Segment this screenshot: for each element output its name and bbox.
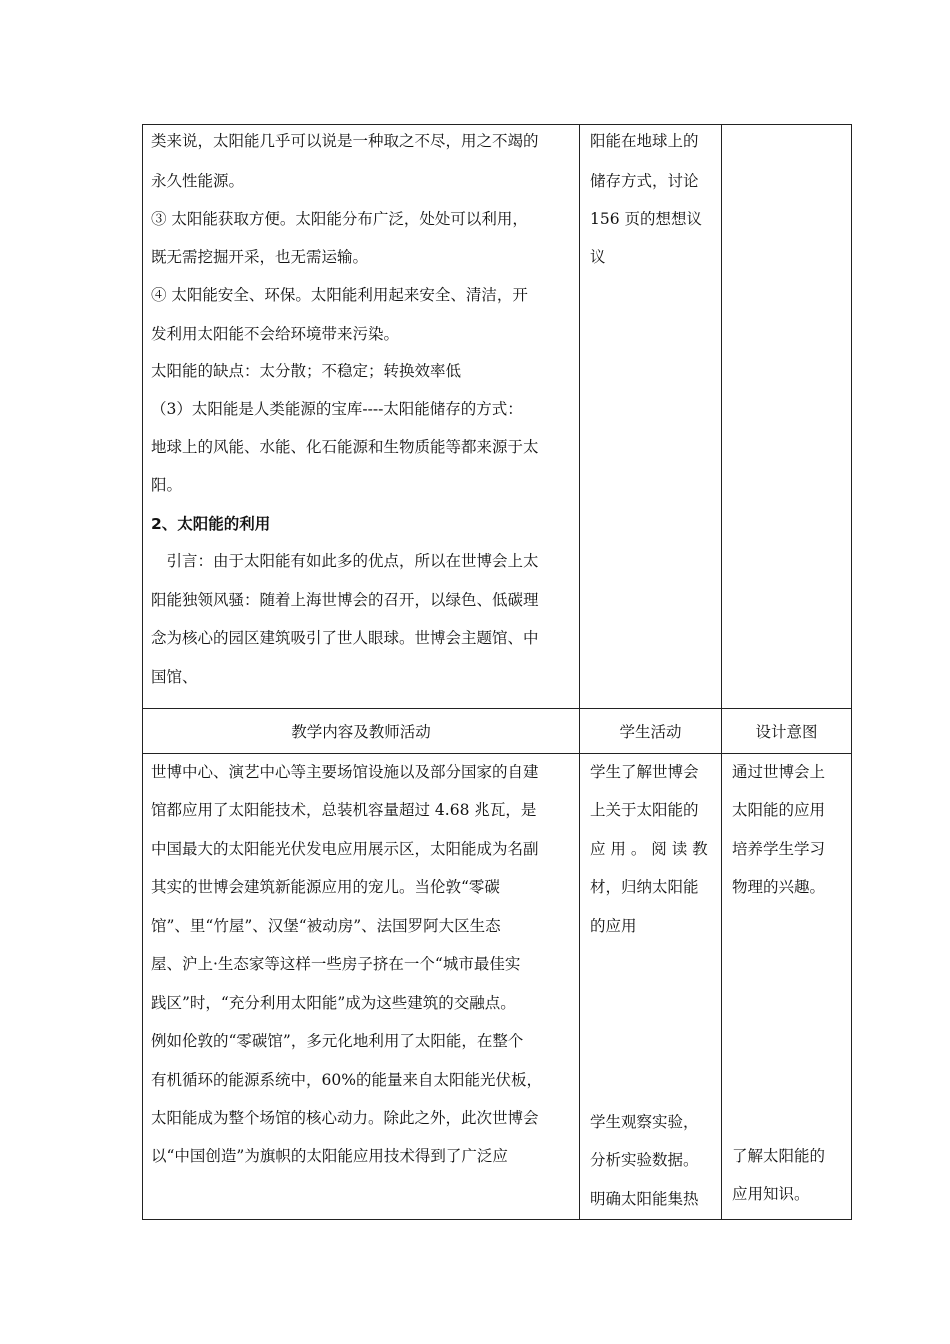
text-line: 阳能独领风骚：随着上海世博会的召开，以绿色、低碳理 bbox=[151, 591, 539, 609]
text-line: 应 用 。 阅 读 教 bbox=[590, 840, 708, 858]
text-line: （3）太阳能是人类能源的宝库----太阳能储存的方式： bbox=[151, 400, 523, 418]
student-activity-cell bbox=[580, 754, 722, 1220]
text-line: 156 页的想想议 bbox=[590, 210, 703, 228]
text-line: 阳能在地球上的 bbox=[590, 132, 699, 150]
content-cell bbox=[143, 754, 580, 1220]
text-line: 物理的兴趣。 bbox=[732, 878, 826, 896]
content-cell bbox=[143, 125, 580, 709]
header-student-activity: 学生活动 bbox=[580, 709, 722, 754]
text-line: 上关于太阳能的 bbox=[590, 801, 699, 819]
text-line: 储存方式，讨论 bbox=[590, 172, 699, 190]
text-line: 2、太阳能的利用 bbox=[151, 515, 271, 533]
text-line: 践区”时，“充分利用太阳能”成为这些建筑的交融点。 bbox=[151, 994, 516, 1012]
text-line: 太阳能的应用 bbox=[732, 801, 826, 819]
text-line: 引言：由于太阳能有如此多的优点，所以在世博会上太 bbox=[151, 552, 539, 570]
header-design-intent: 设计意图 bbox=[722, 709, 852, 754]
text-line: 念为核心的园区建筑吸引了世人眼球。世博会主题馆、中 bbox=[151, 629, 539, 647]
text-line: 类来说，太阳能几乎可以说是一种取之不尽，用之不竭的 bbox=[151, 132, 539, 150]
table-header-row bbox=[143, 709, 852, 754]
text-line: 以“中国创造”为旗帜的太阳能应用技术得到了广泛应 bbox=[151, 1147, 508, 1165]
text-line: 屋、沪上·生态家等这样一些房子挤在一个“城市最佳实 bbox=[151, 955, 521, 973]
text-line: 馆”、里“竹屋”、汉堡“被动房”、法国罗阿大区生态 bbox=[151, 917, 501, 935]
lesson-plan-table bbox=[142, 124, 852, 1220]
text-line: 国馆、 bbox=[151, 668, 198, 686]
text-line: 应用知识。 bbox=[732, 1185, 810, 1203]
text-line: 永久性能源。 bbox=[151, 172, 245, 190]
design-intent-cell bbox=[722, 125, 852, 709]
text-line: 有机循环的能源系统中，60%的能量来自太阳能光伏板， bbox=[151, 1071, 542, 1089]
text-line: 其实的世博会建筑新能源应用的宠儿。当伦敦“零碳 bbox=[151, 878, 500, 896]
text-line: 培养学生学习 bbox=[732, 840, 826, 858]
text-line: ④ 太阳能安全、环保。太阳能利用起来安全、清洁，开 bbox=[151, 286, 528, 304]
table-row bbox=[143, 125, 852, 709]
student-activity-cell bbox=[580, 125, 722, 709]
text-line: 例如伦敦的“零碳馆”，多元化地利用了太阳能，在整个 bbox=[151, 1032, 524, 1050]
text-line: 阳。 bbox=[151, 476, 183, 494]
text-line: 太阳能成为整个场馆的核心动力。除此之外，此次世博会 bbox=[151, 1109, 539, 1127]
text-line: 明确太阳能集热 bbox=[590, 1190, 699, 1208]
table-row bbox=[143, 754, 852, 1220]
text-line: 地球上的风能、水能、化石能源和生物质能等都来源于太 bbox=[151, 438, 539, 456]
text-line: 的应用 bbox=[590, 917, 637, 935]
text-line: 学生了解世博会 bbox=[590, 763, 699, 781]
text-line: 材，归纳太阳能 bbox=[590, 878, 699, 896]
text-line: ③ 太阳能获取方便。太阳能分布广泛，处处可以利用， bbox=[151, 210, 528, 228]
design-intent-cell bbox=[722, 754, 852, 1220]
header-content: 教学内容及教师活动 bbox=[143, 709, 580, 754]
text-line: 太阳能的缺点：太分散；不稳定；转换效率低 bbox=[151, 362, 462, 380]
text-line: 分析实验数据。 bbox=[590, 1151, 699, 1169]
text-line: 学生观察实验， bbox=[590, 1113, 699, 1131]
text-line: 既无需挖掘开采，也无需运输。 bbox=[151, 248, 369, 266]
text-line: 议 bbox=[590, 248, 606, 266]
text-line: 发利用太阳能不会给环境带来污染。 bbox=[151, 325, 400, 343]
text-line: 了解太阳能的 bbox=[732, 1147, 826, 1165]
text-line: 通过世博会上 bbox=[732, 763, 826, 781]
text-line: 世博中心、演艺中心等主要场馆设施以及部分国家的自建 bbox=[151, 763, 539, 781]
text-line: 中国最大的太阳能光伏发电应用展示区，太阳能成为名副 bbox=[151, 840, 539, 858]
text-line: 馆都应用了太阳能技术，总装机容量超过 4.68 兆瓦，是 bbox=[151, 801, 537, 819]
